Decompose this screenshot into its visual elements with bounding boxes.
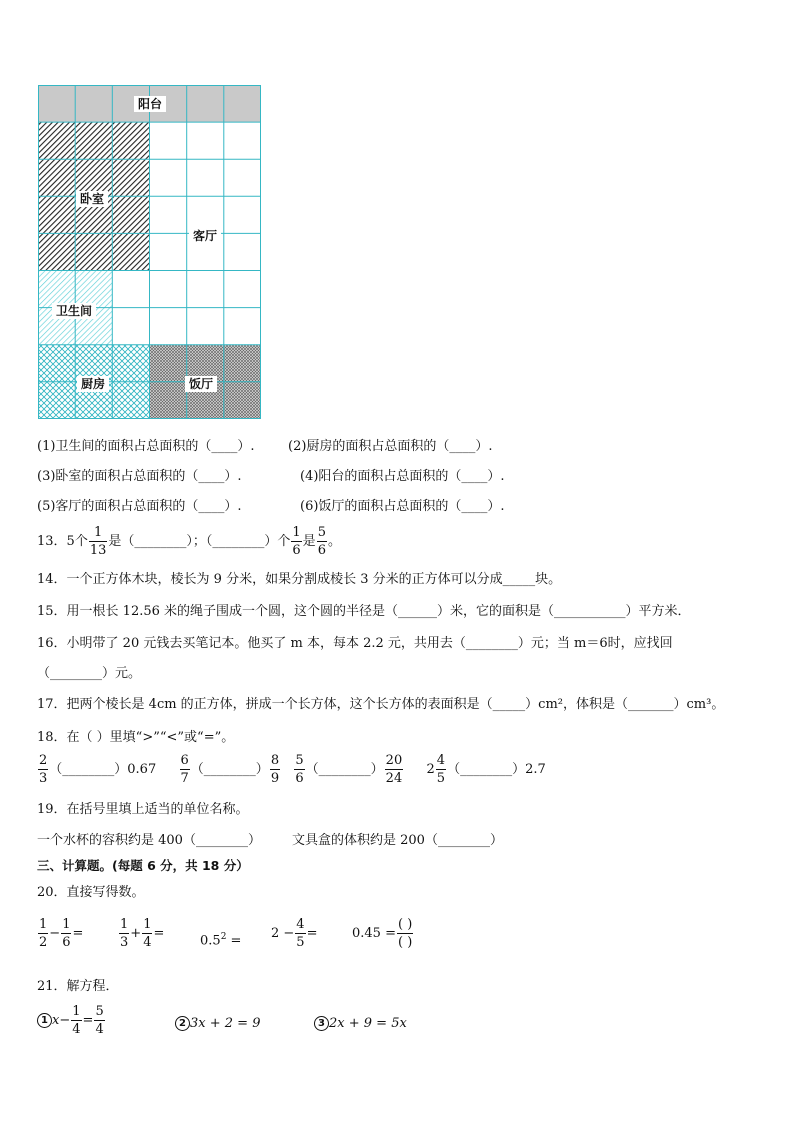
q20-expr-2 [118, 918, 164, 949]
q13-f2-denominator: 6 [292, 543, 301, 558]
q13-f1-numerator: 1 [89, 526, 108, 542]
circled-two-marker: 2 [175, 1016, 190, 1031]
floor-plan-grid [38, 85, 261, 419]
q21-eq-1 [37, 1005, 106, 1036]
q18-item2-mid: （________） [190, 762, 269, 777]
q20-expr-3 [200, 933, 241, 947]
q20-e1-eq: = [72, 926, 84, 941]
q18-frac-1 [38, 754, 48, 785]
q21-eq1-eq: = [82, 1013, 94, 1028]
q12-part6: (6)饭厅的面积占总面积的（____）. [300, 499, 505, 514]
q20-e3-base: 0.5 [200, 933, 221, 949]
q20-e3-eq: = [226, 933, 242, 949]
q21-eq1-g-den: 4 [95, 1022, 104, 1037]
q18-f2-den: 7 [180, 771, 189, 786]
q18-f5-den: 24 [385, 771, 403, 786]
q18-frac-3 [270, 754, 280, 785]
section-3-heading: 三、计算题。(每题 6 分，共 18 分） [37, 858, 249, 873]
room-label-dining: 饭厅 [185, 376, 217, 392]
question-16-line1: 16．小明带了 20 元钱去买笔记本。他买了 m 本，每本 2.2 元，共用去（________）元；当 m＝6时，应找回 [37, 636, 673, 651]
q18-frac-6 [436, 754, 446, 785]
q18-f4-num: 5 [295, 753, 304, 768]
q21-eq1-op: − [59, 1013, 71, 1028]
question-13 [37, 526, 341, 557]
q21-eq1-f-num: 1 [72, 1004, 81, 1019]
q18-f6-den: 5 [436, 771, 446, 786]
q12-part3: (3)卧室的面积占总面积的（____）. [37, 469, 242, 484]
q20-e1-a-den: 2 [39, 935, 48, 950]
q21-eq-2 [175, 1016, 260, 1031]
room-label-balcony: 阳台 [134, 96, 166, 112]
circled-one-marker: 1 [37, 1013, 52, 1028]
q20-e5-den-box: ( ) [397, 935, 413, 950]
question-16-line2: （________）元。 [37, 666, 142, 681]
q13-f2-numerator: 1 [292, 525, 301, 540]
q20-e4-eq: = [306, 926, 318, 941]
q18-item1-rest: （________）0.67 [49, 762, 157, 777]
q18-f3-num: 8 [270, 753, 280, 768]
question-20-title: 20．直接写得数。 [37, 885, 145, 900]
question-17: 17．把两个棱长是 4cm 的正方体，拼成一个长方体，这个长方体的表面积是（_____）cm²，体积是（_______）cm³。 [37, 697, 725, 712]
q13-text-c: 是 [302, 534, 316, 549]
question-14: 14．一个正方体木块，棱长为 9 分米，如果分割成棱长 3 分米的正方体可以分成_____块。 [37, 572, 562, 587]
q20-e2-op: + [130, 926, 142, 941]
q20-e2-b-den: 4 [143, 935, 152, 950]
q18-f6-num: 4 [436, 753, 446, 768]
q20-e5-lhs: 0.45 = [352, 926, 396, 941]
q20-expr-4 [271, 918, 317, 949]
circled-three-marker: 3 [314, 1016, 329, 1031]
q13-f1-denominator: 13 [89, 543, 107, 558]
room-label-bathroom: 卫生间 [52, 303, 96, 319]
room-label-bedroom: 卧室 [76, 191, 108, 207]
q13-text-d: 。 [327, 534, 341, 549]
q21-eq-3 [314, 1016, 407, 1031]
q13-fraction-2 [291, 526, 301, 557]
q20-e2-eq: = [153, 926, 165, 941]
question-18-title: 18．在（ ）里填“>”“<”或“=”。 [37, 730, 235, 745]
question-15: 15．用一根长 12.56 米的绳子围成一个圆，这个圆的半径是（______）米，它的面积是（___________）平方米． [37, 604, 691, 619]
q20-e1-op: − [49, 926, 61, 941]
q13-text-a: 13．5个 [37, 534, 88, 549]
q20-e2-b-num: 1 [143, 917, 152, 932]
question-19-a: 一个水杯的容积约是 400（________） [37, 833, 261, 848]
q13-f3-numerator: 5 [317, 525, 326, 540]
q13-text-b: 是（________）；（________）个 [108, 534, 291, 549]
q18-f1-den: 3 [39, 771, 48, 786]
q18-frac-4 [294, 754, 304, 785]
q18-f4-den: 6 [295, 771, 304, 786]
q18-f3-den: 9 [270, 771, 280, 786]
q12-part1: (1)卫生间的面积占总面积的（____）. [37, 439, 255, 454]
q20-e2-a-num: 1 [120, 917, 129, 932]
q18-frac-2 [180, 754, 190, 785]
q20-e1-b-num: 1 [62, 917, 71, 932]
question-19-title: 19．在括号里填上适当的单位名称。 [37, 802, 249, 817]
q21-eq3-text: 2x + 9 = 5x [329, 1016, 407, 1031]
q20-e4-num: 4 [296, 917, 305, 932]
q18-frac-5 [385, 754, 404, 785]
q20-e3-exp: 2 [220, 932, 227, 942]
q21-eq1-g-num: 5 [95, 1004, 104, 1019]
q18-f5-num: 20 [385, 753, 403, 768]
q20-e4-den: 5 [296, 935, 305, 950]
q21-eq1-f-den: 4 [72, 1022, 81, 1037]
q18-mixed-whole: 2 [426, 762, 435, 777]
question-21-title: 21．解方程． [37, 979, 119, 994]
q21-eq1-var: x [52, 1013, 60, 1028]
floor-plan [38, 85, 261, 419]
question-19-b: 文具盒的体积约是 200（________） [292, 833, 503, 848]
room-label-living: 客厅 [189, 228, 221, 244]
room-label-kitchen: 厨房 [77, 376, 109, 392]
q20-expr-5 [352, 918, 414, 949]
q12-part2: (2)厨房的面积占总面积的（____）. [288, 439, 493, 454]
q20-e1-a-num: 1 [39, 917, 48, 932]
q18-f1-num: 2 [39, 753, 48, 768]
q13-fraction-1 [89, 526, 108, 557]
q20-e5-num-box: ( ) [397, 917, 413, 932]
q13-fraction-3 [317, 526, 327, 557]
q20-e4-whole: 2 − [271, 926, 295, 941]
q18-item4-mid: （________） [305, 762, 384, 777]
q18-f2-num: 6 [180, 753, 189, 768]
q21-eq2-text: 3x + 2 = 9 [190, 1016, 261, 1031]
q18-item6-rest: （________）2.7 [447, 762, 546, 777]
question-18-items [37, 754, 546, 785]
q20-e2-a-den: 3 [120, 935, 129, 950]
q13-f3-denominator: 6 [317, 543, 326, 558]
q12-part5: (5)客厅的面积占总面积的（____）. [37, 499, 242, 514]
q12-part4: (4)阳台的面积占总面积的（____）. [300, 469, 505, 484]
q20-expr-1 [37, 918, 83, 949]
q20-e1-b-den: 6 [62, 935, 71, 950]
